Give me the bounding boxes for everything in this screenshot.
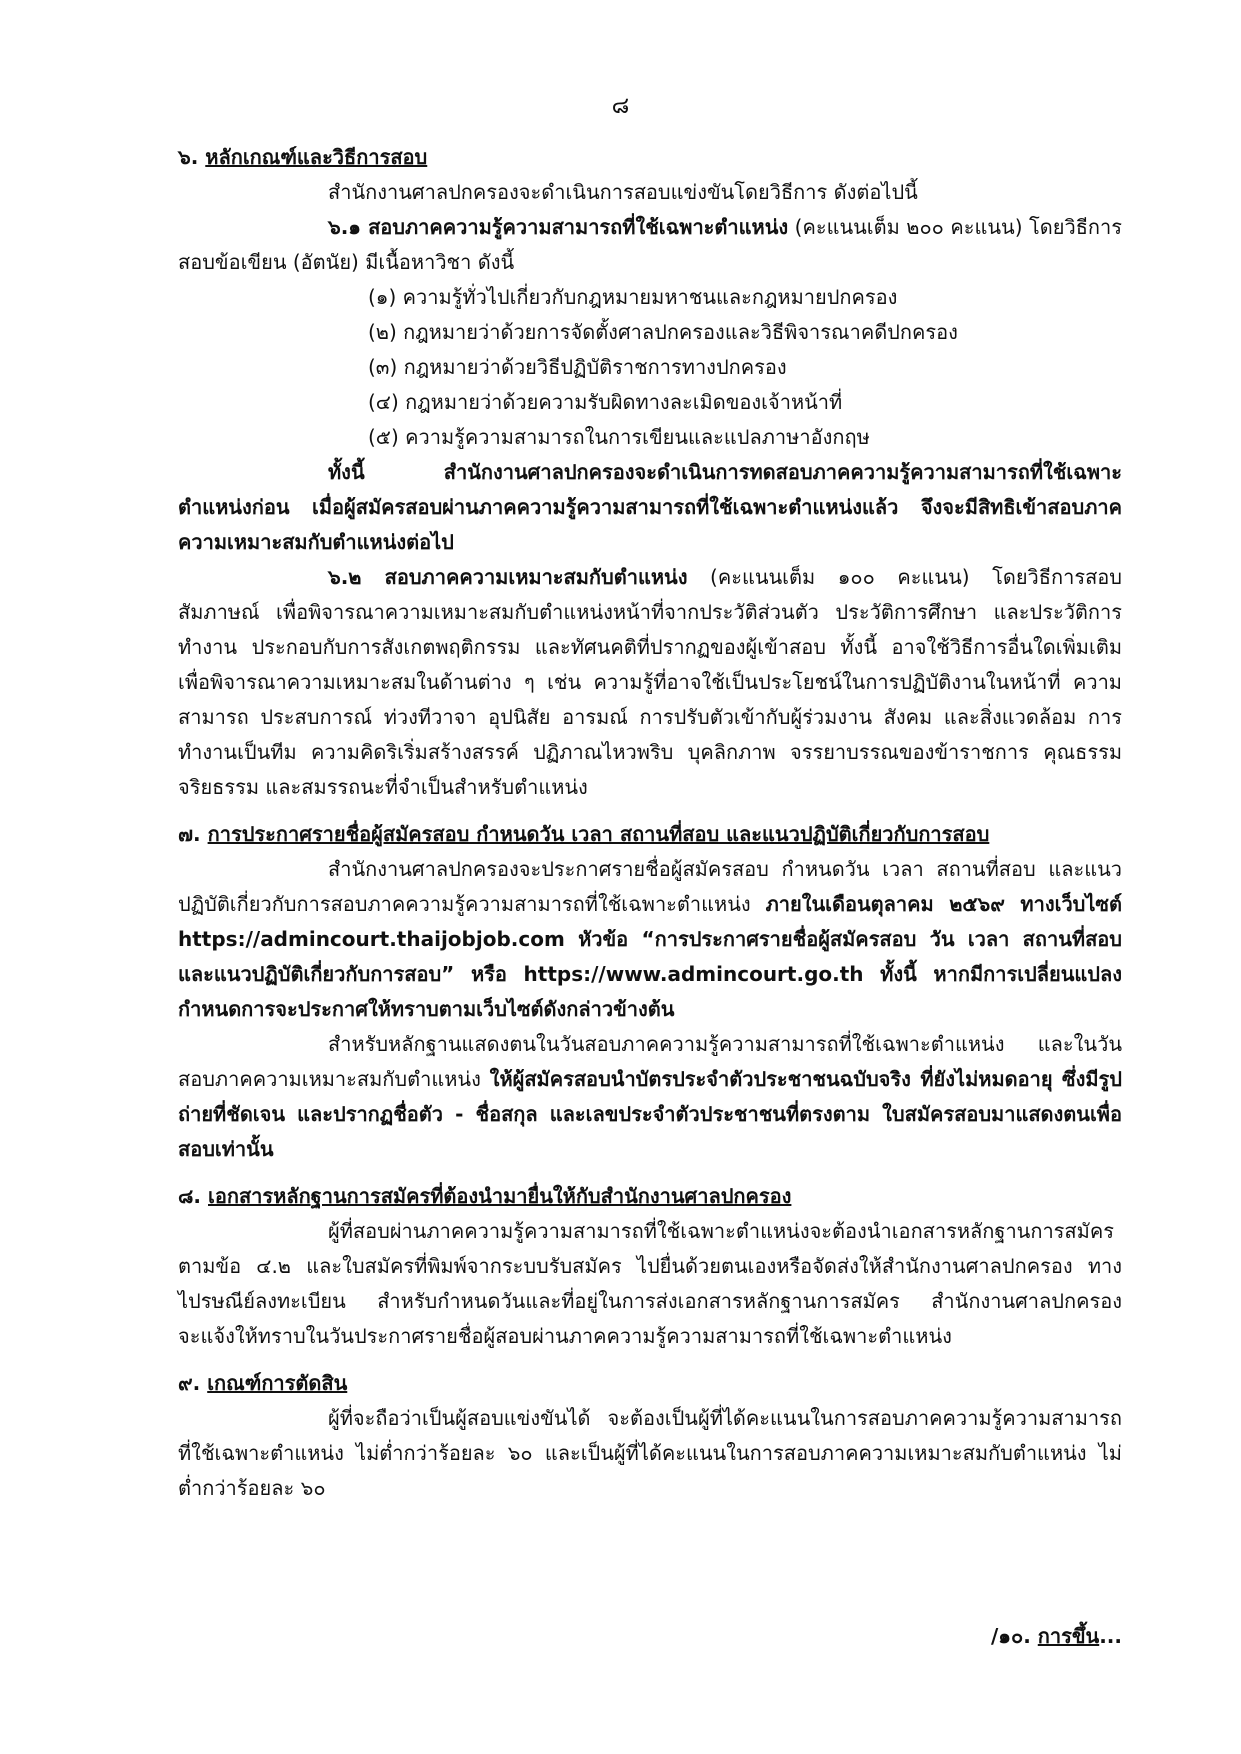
continuation-suffix: ... <box>1099 1624 1122 1648</box>
section-6-number: ๖. <box>178 145 199 169</box>
section-9-number: ๙. <box>178 1371 201 1395</box>
list-item: (๔) กฎหมายว่าด้วยความรับผิดทางละเมิดของเจ้าหน้าที่ <box>368 390 843 414</box>
section-6-2-text: (คะแนนเต็ม ๑๐๐ คะแนน) โดยวิธีการสอบสัมภาษณ์ เพื่อพิจารณาความเหมาะสมกับตำแหน่งหน้าที่จากประวัติส่วนตัว ประวัติการศึกษา และประวัติการทำงาน ประกอบกับการสังเกตพฤติกรรม และทัศนคติที่ปรากฏของผู้เข้าสอบ ทั้งนี้ อาจใช้วิธีการอื่นใดเพิ่มเติม เพื่อพิจารณาความเหมาะสมในด้านต่าง ๆ เช่น ความรู้ที่อาจใช้เป็นประโยชน์ในการปฏิบัติงานในหน้าที่ ความสามารถ ประสบการณ์ ท่วงทีวาจา อุปนิสัย อารมณ์ การปรับตัวเข้ากับผู้ร่วมงาน สังคม และสิ่งแวดล้อม การทำงานเป็นทีม ความคิดริเริ่มสร้างสรรค์ ปฏิภาณไหวพริบ บุคลิกภาพ จรรยาบรรณของข้าราชการ คุณธรรม จริยธรรม และสมรรถนะที่จำเป็นสำหรับตำแหน่ง <box>178 565 1122 799</box>
section-6-2-paragraph <box>178 560 1122 805</box>
section-6-2-title: ๖.๒ สอบภาคความเหมาะสมกับตำแหน่ง <box>328 565 688 589</box>
section-9-title: เกณฑ์การตัดสิน <box>207 1371 348 1395</box>
list-item: (๒) กฎหมายว่าด้วยการจัดตั้งศาลปกครองและวิธีพิจารณาคดีปกครอง <box>368 320 958 344</box>
section-8-paragraph: ผู้ที่สอบผ่านภาคความรู้ความสามารถที่ใช้เฉพาะตำแหน่งจะต้องนำเอกสารหลักฐานการสมัครตามข้อ ๔.๒ และใบสมัครที่พิมพ์จากระบบรับสมัคร ไปยื่นด้วยตนเองหรือจัดส่งให้สำนักงานศาลปกครอง ทางไปรษณีย์ลงทะเบียน สำหรับกำหนดวันและที่อยู่ในการส่งเอกสารหลักฐานการสมัคร สำนักงานศาลปกครอง จะแจ้งให้ทราบในวันประกาศรายชื่อผู้สอบผ่านภาคความรู้ความสามารถที่ใช้เฉพาะตำแหน่ง <box>178 1219 1122 1348</box>
document-body <box>178 140 1122 1506</box>
section-6-1-title: ๖.๑ สอบภาคความรู้ความสามารถที่ใช้เฉพาะตำแหน่ง <box>328 215 789 239</box>
section-6-heading <box>178 140 1122 175</box>
subject-list <box>178 280 1122 455</box>
section-6-intro: สำนักงานศาลปกครองจะดำเนินการสอบแข่งขันโดยวิธีการ ดังต่อไปนี้ <box>328 180 918 204</box>
section-6-note: ทั้งนี้ สำนักงานศาลปกครองจะดำเนินการทดสอบภาคความรู้ความสามารถที่ใช้เฉพาะตำแหน่งก่อน เมื่อผู้สมัครสอบผ่านภาคความรู้ความสามารถที่ใช้เฉพาะตำแหน่งแล้ว จึงจะมีสิทธิเข้าสอบภาคความเหมาะสมกับตำแหน่งต่อไป <box>178 460 1122 554</box>
section-9-paragraph: ผู้ที่จะถือว่าเป็นผู้สอบแข่งขันได้ จะต้องเป็นผู้ที่ได้คะแนนในการสอบภาคความรู้ความสามารถ ที่ใช้เฉพาะตำแหน่ง ไม่ต่ำกว่าร้อยละ ๖๐ และเป็นผู้ที่ได้คะแนนในการสอบภาคความเหมาะสมกับตำแหน่ง ไม่ต่ำกว่าร้อยละ ๖๐ <box>178 1406 1122 1500</box>
section-6-1-text: (คะแนนเต็ม ๒๐๐ คะแนน) โดยวิธีการสอบข้อเขียน (อัตนัย) มีเนื้อหาวิชา ดังนี้ <box>178 215 1122 274</box>
section-8-title: เอกสารหลักฐานการสมัครที่ต้องนำมายื่นให้กับสำนักงานศาลปกครอง <box>208 1184 792 1208</box>
section-8-heading <box>178 1179 1122 1214</box>
section-7-p2-bold: ให้ผู้สมัครสอบนำบัตรประจำตัวประชาชนฉบับจริง ที่ยังไม่หมดอายุ ซึ่งมีรูปถ่ายที่ชัดเจน และปรากฏชื่อตัว - ชื่อสกุล และเลขประจำตัวประชาชนที่ตรงตาม ใบสมัครสอบมาแสดงตนเพื่อสอบเท่านั้น <box>178 1067 1122 1161</box>
continuation-marker <box>991 1620 1122 1652</box>
section-7-title: การประกาศรายชื่อผู้สมัครสอบ กำหนดวัน เวลา สถานที่สอบ และแนวปฏิบัติเกี่ยวกับการสอบ <box>207 822 990 846</box>
section-7-p1-bold: ภายในเดือนตุลาคม ๒๕๖๙ ทางเว็บไซต์ https://admincourt.thaijobjob.com หัวข้อ “การประกาศรายชื่อผู้สมัครสอบ วัน เวลา สถานที่สอบและแนวปฏิบัติเกี่ยวกับการสอบ” หรือ https://www.admincourt.go.th ทั้งนี้ หากมีการเปลี่ยนแปลงกำหนดการจะประกาศให้ทราบตามเว็บไซต์ดังกล่าวข้างต้น <box>178 892 1122 1021</box>
section-9-heading <box>178 1366 1122 1401</box>
list-item: (๑) ความรู้ทั่วไปเกี่ยวกับกฎหมายมหาชนและกฎหมายปกครอง <box>368 285 898 309</box>
section-7-p1-text: สำนักงานศาลปกครองจะประกาศรายชื่อผู้สมัครสอบ กำหนดวัน เวลา สถานที่สอบ และแนวปฏิบัติเกี่ยวกับการสอบภาคความรู้ความสามารถที่ใช้เฉพาะตำแหน่ง <box>178 857 1122 916</box>
section-6-1-paragraph <box>178 210 1122 280</box>
section-7-heading <box>178 817 1122 852</box>
section-7-p2-text: สำหรับหลักฐานแสดงตนในวันสอบภาคความรู้ความสามารถที่ใช้เฉพาะตำแหน่ง และในวันสอบภาคความเหมาะสมกับตำแหน่ง <box>178 1032 1122 1091</box>
section-7-paragraph-2 <box>178 1027 1122 1167</box>
section-8-number: ๘. <box>178 1184 202 1208</box>
list-item: (๕) ความรู้ความสามารถในการเขียนและแปลภาษาอังกฤษ <box>368 425 870 449</box>
continuation-next-section: การขึ้น <box>1037 1624 1100 1648</box>
section-6-title: หลักเกณฑ์และวิธีการสอบ <box>205 145 428 169</box>
section-7-paragraph-1 <box>178 852 1122 1027</box>
page-number: ๘ <box>611 93 630 119</box>
list-item: (๓) กฎหมายว่าด้วยวิธีปฏิบัติราชการทางปกครอง <box>368 355 787 379</box>
continuation-prefix: /๑๐. <box>990 1624 1038 1648</box>
section-7-number: ๗. <box>178 822 201 846</box>
